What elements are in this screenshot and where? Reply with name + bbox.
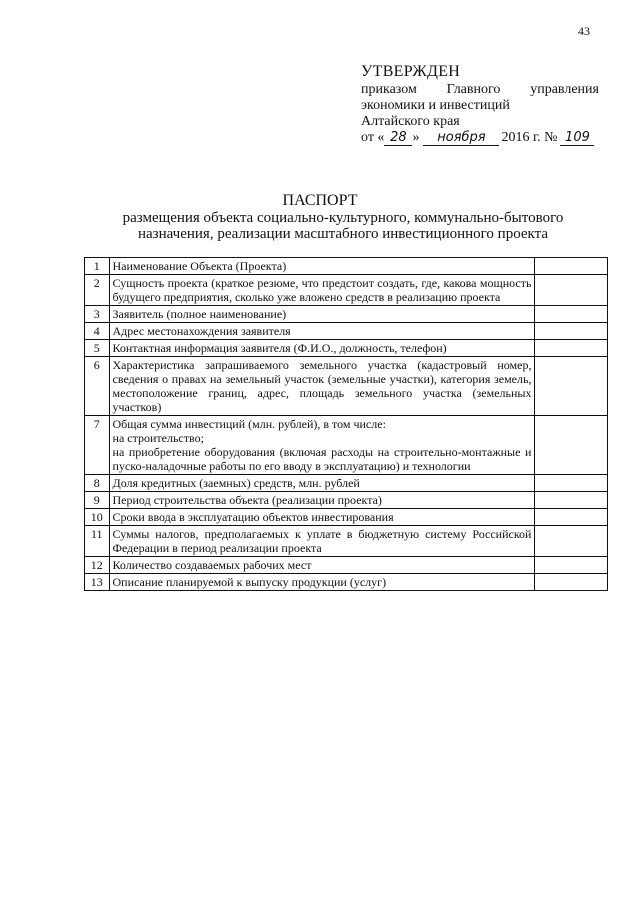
row-value-cell [535,475,608,492]
table-row [85,258,608,275]
table-row [85,574,608,591]
row-description: Контактная информация заявителя (Ф.И.О., должность, телефон) [109,340,535,357]
table-row [85,275,608,306]
approval-date-line [361,130,599,146]
approval-line-1 [361,82,599,98]
row-description-main: Общая сумма инвестиций (млн. рублей), в том числе: [112,417,386,431]
document-subtitle: размещения объекта социально-культурного, коммунально-бытового назначения, реализации масштабного инвестиционного проекта [122,210,564,242]
approval-line-2: экономики и инвестиций [361,98,510,113]
row-number: 4 [85,323,110,340]
row-number: 8 [85,475,110,492]
row-number: 13 [85,574,110,591]
table-row [85,340,608,357]
handwritten-month: ноября [423,131,499,146]
row-description: Описание планируемой к выпуску продукции (услуг) [109,574,535,591]
row-value-cell [535,492,608,509]
date-prefix: от « [361,130,385,145]
row-description: Суммы налогов, предполагаемых к уплате в бюджетную систему Российской Федерации в период реализации проекта [109,526,535,557]
row-value-cell [535,258,608,275]
row-value-cell [535,306,608,323]
table-row [85,509,608,526]
row-description: Заявитель (полное наименование) [109,306,535,323]
handwritten-order-number: 109 [560,131,594,146]
row-description: Адрес местонахождения заявителя [109,323,535,340]
row-description: Количество создаваемых рабочих мест [109,557,535,574]
row-value-cell [535,323,608,340]
row-description-sub-1: на строительство; [112,431,204,445]
page-number: 43 [578,24,590,38]
row-description: Период строительства объекта (реализации проекта) [109,492,535,509]
row-description [109,416,535,475]
table-row [85,526,608,557]
handwritten-day: 28 [384,131,412,146]
approval-line-1-left: приказом [361,82,417,97]
row-number: 9 [85,492,110,509]
row-description: Сущность проекта (краткое резюме, что предстоит создать, где, какова мощность будущего предприятия, сколько уже вложено средств в реализацию проекта [109,275,535,306]
table-row [85,492,608,509]
row-description: Сроки ввода в эксплуатацию объектов инвестирования [109,509,535,526]
row-number: 10 [85,509,110,526]
table-row [85,306,608,323]
row-number: 1 [85,258,110,275]
passport-table [84,257,608,591]
approval-line-3: Алтайского края [361,114,460,129]
approval-line-1-right: управления [530,82,599,97]
table-row [85,416,608,475]
approval-heading: УТВЕРЖДЕН [361,63,461,80]
date-year: 2016 г. № [501,130,558,145]
row-description: Характеристика запрашиваемого земельного участка (кадастровый номер, сведения о правах на земельный участок (земельные участки), категория земель, местоположение границ, адрес, площадь земельного участка (земельных участков) [109,357,535,416]
row-description: Наименование Объекта (Проекта) [109,258,535,275]
row-value-cell [535,509,608,526]
row-number: 3 [85,306,110,323]
table-row [85,475,608,492]
row-number: 11 [85,526,110,557]
row-value-cell [535,557,608,574]
row-number: 5 [85,340,110,357]
row-number: 12 [85,557,110,574]
row-value-cell [535,416,608,475]
table-row [85,557,608,574]
row-value-cell [535,526,608,557]
row-number: 7 [85,416,110,475]
row-value-cell [535,340,608,357]
row-number: 2 [85,275,110,306]
date-mid: » [412,130,420,145]
table-row [85,357,608,416]
row-value-cell [535,574,608,591]
row-value-cell [535,357,608,416]
row-description: Доля кредитных (заемных) средств, млн. рублей [109,475,535,492]
row-description-sub-2: на приобретение оборудования (включая расходы на строительно-монтажные и пуско-наладочные работы по его вводу в эксплуатацию) и технологии [112,445,532,473]
row-value-cell [535,275,608,306]
table-row [85,323,608,340]
approval-block [361,64,599,146]
approval-line-1-mid: Главного [446,82,501,97]
document-title: ПАСПОРТ [282,192,358,209]
row-number: 6 [85,357,110,416]
